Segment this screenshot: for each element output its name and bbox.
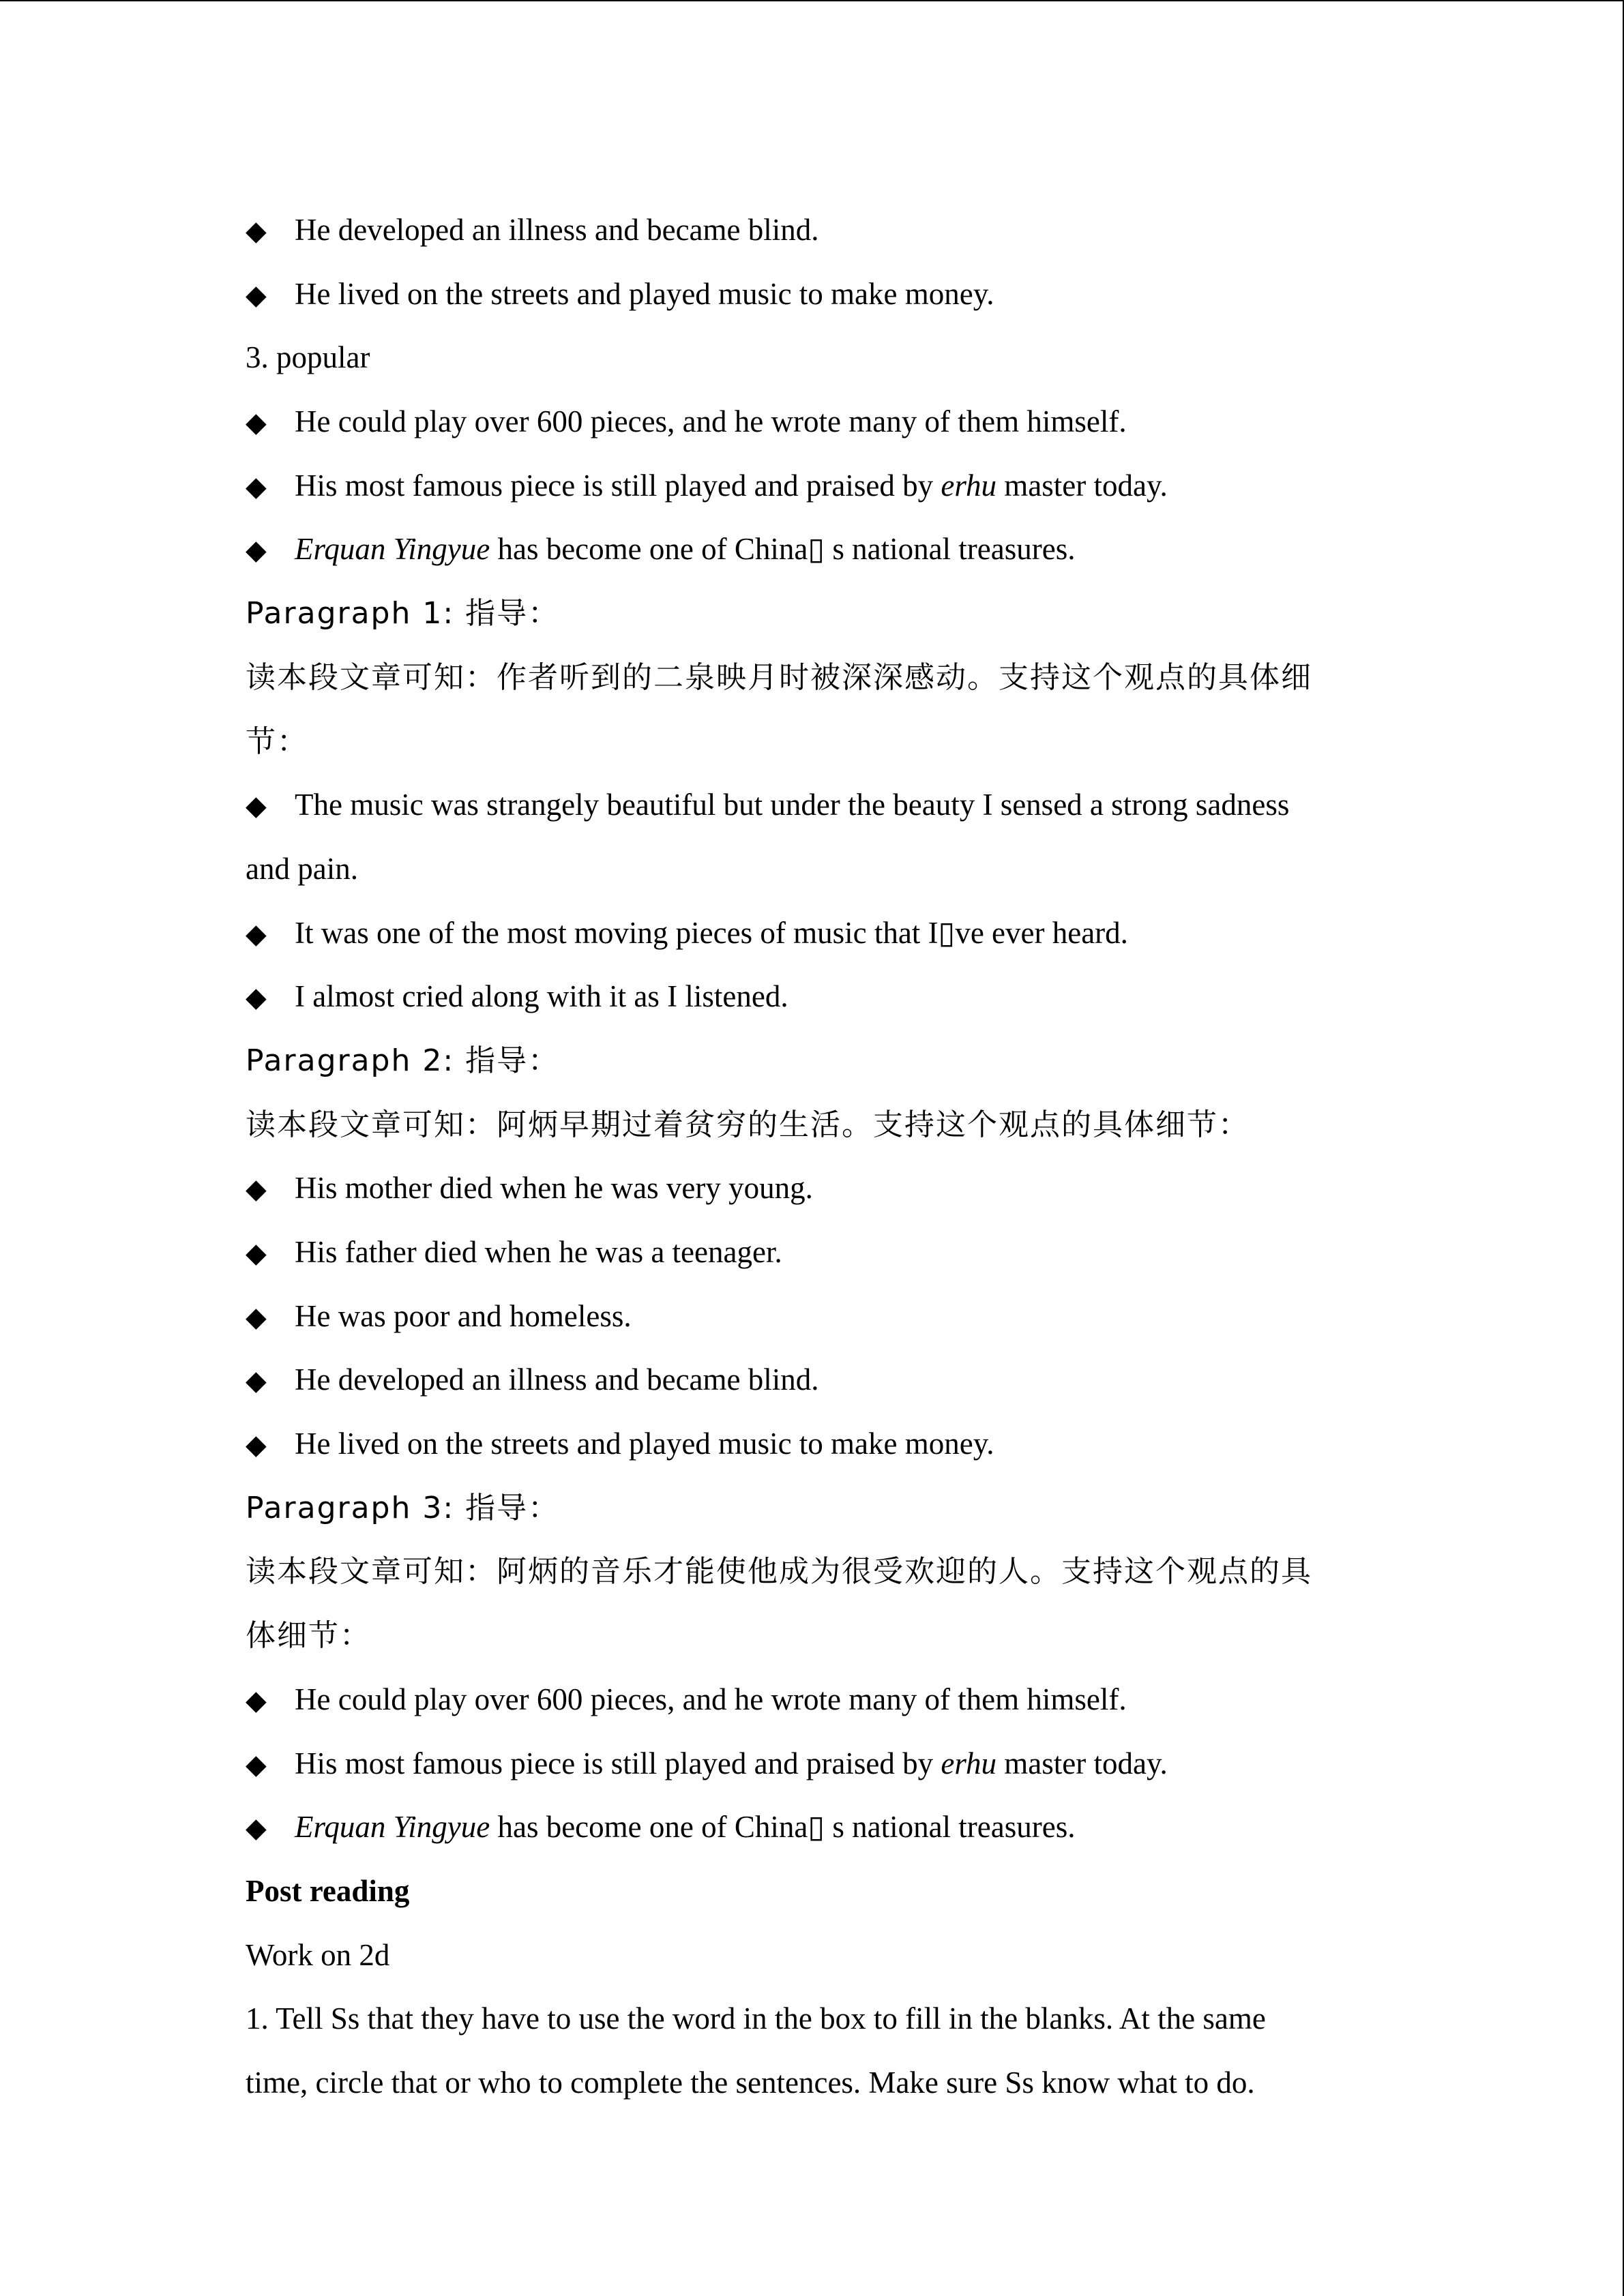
line-text: 读本段文章可知：阿炳早期过着贫穷的生活。支持这个观点的具体细节： (246, 1107, 1250, 1142)
line-text: His father died when he was a teenager. (295, 1235, 782, 1269)
line-text: 3. popular (246, 340, 370, 375)
bullet-line (246, 518, 1371, 582)
line-text-pre: His most famous piece is still played and praised by (295, 468, 941, 503)
diamond-bullet-icon (246, 775, 295, 839)
line-text: 读本段文章可知：阿炳的音乐才能使他成为很受欢迎的人。支持这个观点的具 (246, 1554, 1312, 1590)
diamond-bullet-icon (246, 264, 295, 328)
diamond-bullet-icon (246, 1733, 295, 1798)
italic-term: erhu (941, 468, 997, 503)
chinese-guidance-line (246, 710, 1371, 774)
bullet-line (246, 454, 1371, 518)
work-on-2d-line (246, 1924, 1371, 1988)
bullet-line (246, 198, 1371, 263)
diamond-bullet-icon (246, 1414, 295, 1478)
chinese-guidance-line (246, 1093, 1371, 1157)
line-text-post: master today. (996, 1746, 1168, 1780)
section-heading-popular (246, 326, 1371, 390)
bullet-line (246, 1412, 1371, 1476)
bullet-line (246, 263, 1371, 327)
line-text: 1. Tell Ss that they have to use the word in the box to fill in the blanks. At the same (246, 2001, 1266, 2036)
diamond-bullet-icon (246, 903, 295, 967)
diamond-bullet-icon (246, 1350, 295, 1414)
line-text: He was poor and homeless. (295, 1298, 632, 1333)
chinese-guidance-line (246, 1540, 1371, 1604)
italic-term: erhu (941, 1746, 997, 1780)
post-reading-heading (246, 1860, 1371, 1924)
bullet-line (246, 1732, 1371, 1796)
diamond-bullet-icon (246, 391, 295, 456)
line-text: Paragraph 2: 指导： (246, 1043, 560, 1078)
line-text: It was one of the most moving pieces of music that I▯ve ever heard. (295, 915, 1128, 950)
line-text: Paragraph 1: 指导： (246, 596, 560, 631)
line-text: He lived on the streets and played music to make money. (295, 1427, 994, 1461)
bullet-line (246, 1285, 1371, 1349)
diamond-bullet-icon (246, 1158, 295, 1222)
diamond-bullet-icon (246, 456, 295, 520)
line-text: I almost cried along with it as I listened. (295, 979, 788, 1014)
chinese-guidance-line (246, 1604, 1371, 1668)
diamond-bullet-icon (246, 1797, 295, 1861)
italic-term: Erquan Yingyue (295, 532, 490, 567)
line-text: 读本段文章可知：作者听到的二泉映月时被深深感动。支持这个观点的具体细 (246, 659, 1312, 695)
diamond-bullet-icon (246, 966, 295, 1030)
line-text: His mother died when he was very young. (295, 1171, 813, 1206)
paragraph-1-heading (246, 582, 1371, 646)
bullet-line (246, 1157, 1371, 1221)
line-text: He lived on the streets and played music to make money. (295, 276, 994, 311)
chinese-guidance-line (246, 646, 1371, 710)
line-text: He could play over 600 pieces, and he wrote many of them himself. (295, 1682, 1127, 1716)
line-text: 节： (246, 724, 308, 759)
line-text: He developed an illness and became blind. (295, 1362, 819, 1397)
diamond-bullet-icon (246, 200, 295, 264)
paragraph-2-heading (246, 1029, 1371, 1093)
line-text-post: has become one of China▯ s national treasures. (490, 532, 1076, 567)
line-text: time, circle that or who to complete the sentences. Make sure Ss know what to do. (246, 2065, 1255, 2100)
bullet-line (246, 1348, 1371, 1412)
line-text: Work on 2d (246, 1937, 390, 1972)
line-text-pre: His most famous piece is still played and praised by (295, 1746, 941, 1780)
line-text-post: master today. (996, 468, 1168, 503)
italic-term: Erquan Yingyue (295, 1810, 490, 1845)
bullet-line (246, 965, 1371, 1029)
line-text: He developed an illness and became blind. (295, 213, 819, 247)
instruction-line (246, 2051, 1371, 2115)
document-body (246, 198, 1371, 2115)
line-text: Paragraph 3: 指导： (246, 1490, 560, 1525)
bullet-line (246, 1668, 1371, 1732)
line-text: and pain. (246, 851, 358, 886)
bullet-line (246, 773, 1371, 837)
line-text-post: has become one of China▯ s national treasures. (490, 1810, 1076, 1845)
line-text: The music was strangely beautiful but under the beauty I sensed a strong sadness (295, 788, 1290, 822)
line-text: 体细节： (246, 1618, 371, 1654)
bullet-line (246, 901, 1371, 966)
diamond-bullet-icon (246, 519, 295, 583)
continuation-line (246, 837, 1371, 901)
diamond-bullet-icon (246, 1669, 295, 1733)
paragraph-3-heading (246, 1476, 1371, 1540)
instruction-line (246, 1987, 1371, 2051)
bullet-line (246, 1221, 1371, 1285)
line-text: He could play over 600 pieces, and he wrote many of them himself. (295, 404, 1127, 439)
diamond-bullet-icon (246, 1222, 295, 1286)
bullet-line (246, 1795, 1371, 1860)
bullet-line (246, 390, 1371, 454)
diamond-bullet-icon (246, 1286, 295, 1350)
line-text: Post reading (246, 1873, 410, 1908)
